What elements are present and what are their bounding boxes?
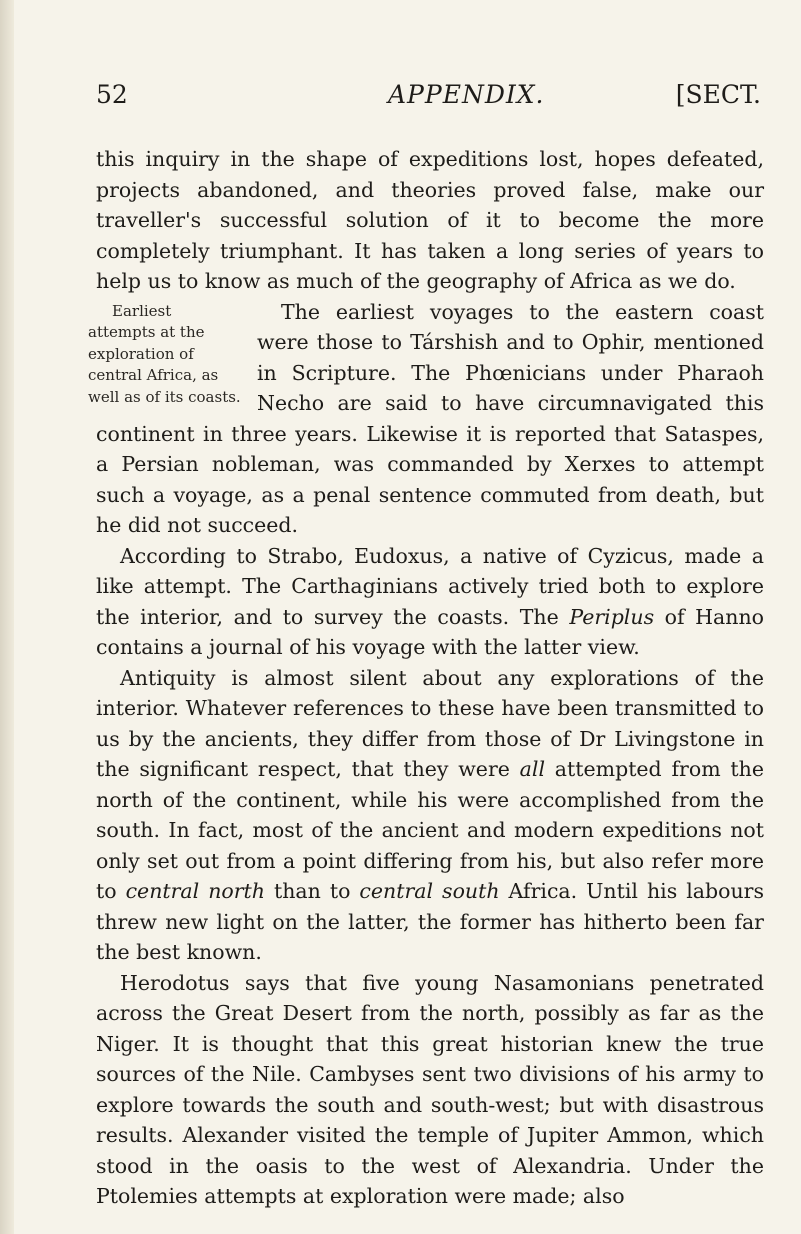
paragraph-3 (96, 541, 764, 663)
paragraph-5: Herodotus says that five young Nasamonians penetrated across the Great Desert from the north, possibly as far as the Niger. It is thought that this great historian knew the true sources of the Nile. Cambyses sent two divisions of his army to explore towards the south and south-west; but with disastrous results. Alexander visited the temple of Jupiter Ammon, which stood in the oasis to the west of Alexandria. Under the Ptolemies attempts at exploration were made; also (96, 970, 764, 1208)
paragraph-3-text-b: of Hanno contains a journal of his voyage with the latter view. (96, 604, 764, 659)
paragraph-4-text-d: Africa. Until his labours threw new light on the latter, the former has hitherto been far the best known. (96, 879, 765, 964)
paragraph-4-text-a: Antiquity is almost silent about any explorations of the interior. Whatever references to these have been transmitted to us by the ancients, they differ from those of Dr Livingstone in the significant respect, that they were (96, 665, 764, 781)
page-binding-edge (0, 0, 14, 1234)
body-text (88, 144, 765, 1212)
emphasis-central-south: central south (359, 879, 500, 903)
page-number: 52 (96, 80, 128, 109)
emphasis-central-north: central north (125, 879, 265, 903)
paragraph-4-text-b: attempted from the north of the continent, while his were accomplished from the south. In fact, most of the ancient and modern expeditions not only set out from a point differing from his, but also refer more to (96, 757, 764, 903)
section-label: [SECT. (675, 80, 761, 109)
paragraph-4-text-c: than to (265, 879, 360, 903)
paragraph-3-text-a: According to Strabo, Eudoxus, a native of Cyzicus, made a like attempt. The Carthaginians actively tried both to explore the interior, and to survey the coasts. The (96, 543, 764, 629)
running-header (96, 80, 761, 120)
paragraph-2-text: The earliest voyages to the eastern coast were those to Társhish and to Ophir, mentioned in Scripture. The Phœnicians under Pharaoh Necho are said to have circumnavigated this continent in three years. Likewise it is reported that Sataspes, a Persian nobleman, was commanded by Xerxes to attempt such a voyage, as a penal sentence commuted from death, but he did not succeed. (96, 299, 764, 537)
paragraph-1: this inquiry in the shape of expeditions lost, hopes defeated, projects abandoned, and theories proved false, make our traveller's successful solution of it to become the more completely triumphant. It has taken a long series of years to help us to know as much of the geography of Africa as we do. (96, 147, 764, 293)
emphasis-all: all (519, 757, 546, 781)
margin-note: Earliest attempts at the exploration of central Africa, as well as of its coasts. (88, 301, 241, 406)
periplus-italic: Periplus (569, 604, 655, 629)
paragraph-4 (96, 663, 764, 968)
paragraph-2 (88, 297, 764, 541)
running-title: APPENDIX. (388, 80, 545, 109)
